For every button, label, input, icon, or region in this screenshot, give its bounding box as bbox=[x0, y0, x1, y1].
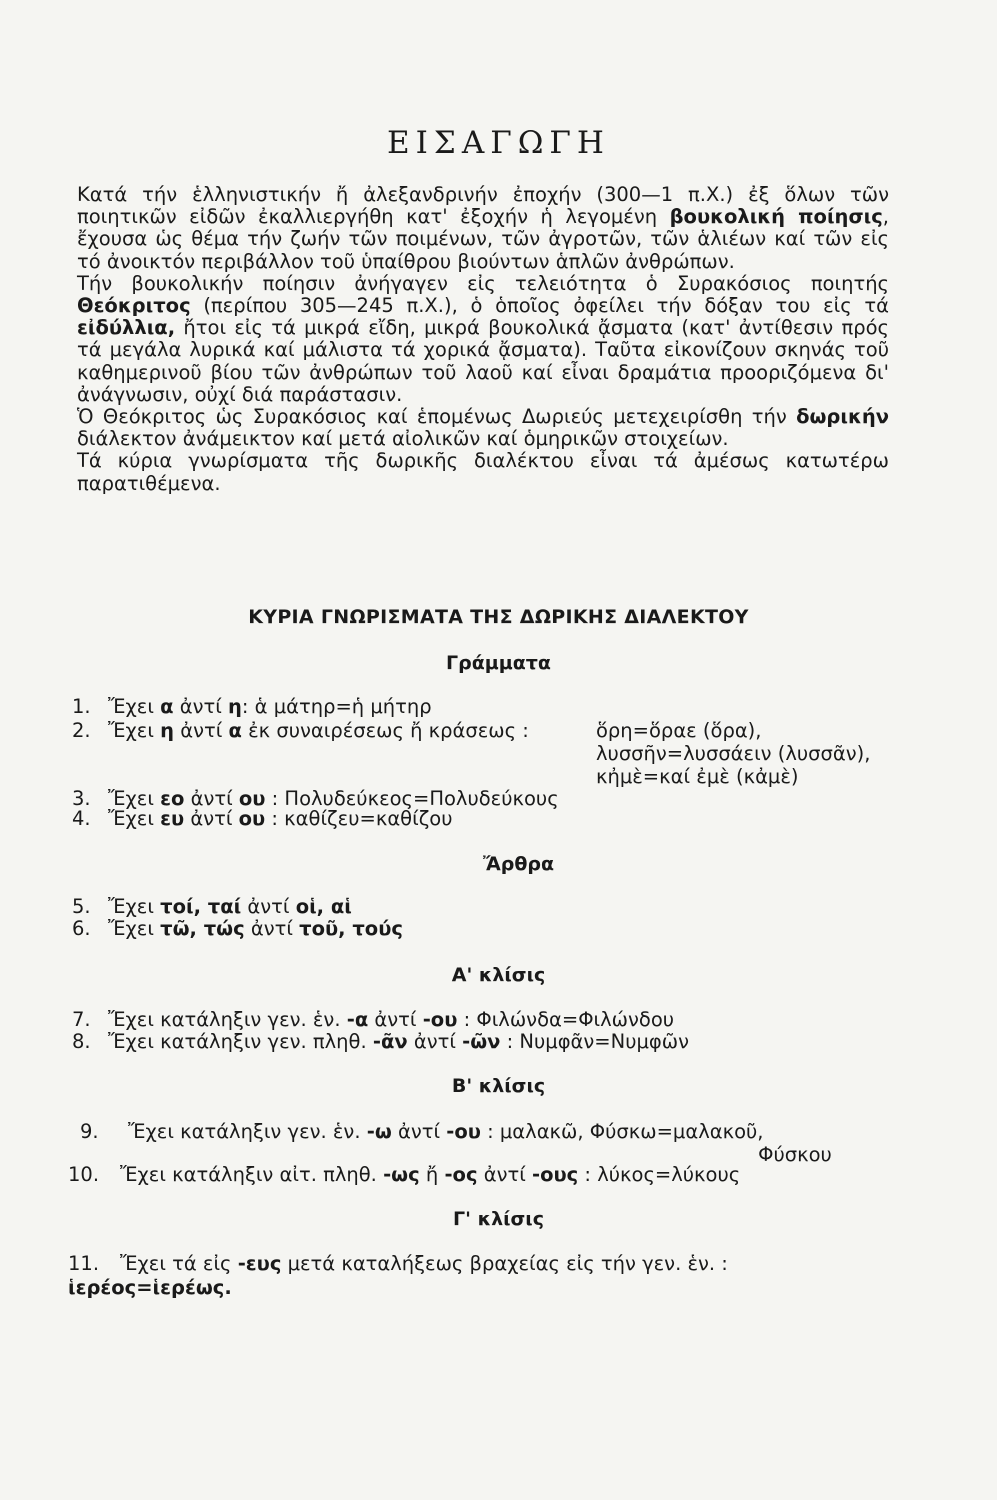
bold-term: δωρικήν bbox=[796, 405, 889, 429]
bold-term: βουκολική ποίησις bbox=[669, 205, 883, 229]
bold-term: -α bbox=[346, 1008, 369, 1031]
intro-paragraph-2 bbox=[77, 273, 889, 406]
intro-paragraph-4: Τά κύρια γνωρίσματα τῆς δωρικῆς διαλέκτου εἶναι τά ἀμέσως κατωτέρω παρατιθέμενα. bbox=[77, 449, 889, 495]
item-number: 11. bbox=[68, 1252, 100, 1275]
text: μετά καταλήξεως βραχείας εἰς τήν γεν. ἑν. : bbox=[281, 1252, 728, 1275]
page-title: ΕΙΣΑΓΩΓΗ bbox=[387, 125, 610, 161]
section-heading: ΚΥΡΙΑ ΓΝΩΡΙΣΜΑΤΑ ΤΗΣ ΔΩΡΙΚΗΣ ΔΙΑΛΕΚΤΟΥ bbox=[248, 606, 749, 628]
subhead-letters: Γράμματα bbox=[446, 652, 551, 674]
text: Ἔχει bbox=[108, 719, 161, 742]
text: ἐκ συναιρέσεως ἤ κράσεως : bbox=[241, 719, 529, 742]
text: ἀντί bbox=[368, 1008, 423, 1031]
text: Ἔχει κατάληξιν γεν. ἑν. bbox=[108, 1008, 347, 1031]
bold-term: τοῦ, τούς bbox=[299, 917, 403, 940]
intro-text bbox=[77, 184, 889, 495]
bold-term: -ου bbox=[422, 1008, 458, 1031]
text: , ἔχουσα ὡς θέμα τήν ζωήν τῶν ποιμένων, τῶν ἀγροτῶν, τῶν ἁλιέων καί τῶν εἰς τό ἀνοικτόν περιβάλλον τοῦ ὑπαίθρου βιούντων ἁπλῶν ἀνθρώπων. bbox=[77, 205, 889, 273]
subhead-third-declension: Γ' κλίσις bbox=[453, 1208, 544, 1230]
bold-term: -ου bbox=[446, 1120, 481, 1143]
bold-term: εο bbox=[160, 787, 185, 810]
item-number: 10. bbox=[68, 1163, 100, 1186]
list-item bbox=[72, 719, 890, 788]
text: Ὁ Θεόκριτος ὡς Συρακόσιος καί ἑπομένως Δωριεύς μετεχειρίσθη τήν bbox=[77, 405, 797, 429]
list-item bbox=[80, 1120, 898, 1166]
bold-term: α bbox=[228, 719, 242, 742]
list-item bbox=[72, 695, 890, 718]
bold-term: α bbox=[160, 695, 174, 718]
bold-term: η bbox=[228, 695, 242, 718]
text: ἤτοι εἰς τά μικρά εἴδη, μικρά βουκολικά ᾄσματα (κατ' ἀντίθεσιν πρός τά μεγάλα λυρικά καί μάλιστα τά χορικά ᾄσματα). Ταῦτα εἰκονίζουν σκηνάς τοῦ καθημερινοῦ βίου τῶν ἀνθρώπων τοῦ λαοῦ καί εἶναι δραμάτια προοριζόμενα δι' ἀνάγνωσιν, οὐχί διά παράστασιν. bbox=[77, 316, 889, 406]
bold-term: -ευς bbox=[237, 1252, 282, 1275]
text: ἀντί bbox=[391, 1120, 447, 1143]
intro-paragraph-3 bbox=[77, 406, 889, 450]
bold-term: Θεόκριτος bbox=[77, 294, 191, 318]
bold-term: ου bbox=[238, 787, 266, 810]
item-number: 3. bbox=[72, 787, 91, 810]
item-number: 9. bbox=[80, 1120, 99, 1143]
bold-term: -ᾶν bbox=[372, 1030, 408, 1053]
list-item bbox=[68, 1252, 880, 1300]
subhead-articles: Ἄρθρα bbox=[482, 853, 555, 875]
text: : ἁ μάτηρ=ἡ μήτηρ bbox=[241, 695, 432, 718]
item-number: 2. bbox=[72, 719, 91, 742]
list-item bbox=[72, 1008, 890, 1031]
intro-paragraph-1 bbox=[77, 184, 889, 273]
text: ἀντί bbox=[184, 807, 239, 830]
item-note: ὅρη=ὅραε (ὅρα), λυσσῆν=λυσσάειν (λυσσᾶν), κἠμὲ=καί ἐμὲ (κἀμὲ) bbox=[596, 719, 871, 788]
item-number: 8. bbox=[72, 1030, 91, 1053]
bold-term: τοί, ταί bbox=[160, 895, 242, 918]
text: : λύκος=λύκους bbox=[578, 1163, 741, 1186]
bold-term: -ῶν bbox=[462, 1030, 501, 1053]
text: Ἔχει bbox=[108, 917, 161, 940]
subhead-first-declension: Α' κλίσις bbox=[451, 964, 546, 986]
bold-term: -ω bbox=[366, 1120, 392, 1143]
text: : μαλακῶ, Φύσκω=μαλακοῦ, bbox=[480, 1120, 764, 1143]
text: ἀντί bbox=[241, 895, 296, 918]
bold-term: τῶ, τώς bbox=[160, 917, 245, 940]
list-item bbox=[72, 1030, 890, 1053]
text: ἤ bbox=[419, 1163, 445, 1186]
text: (περίπου 305—245 π.Χ.), ὁ ὁποῖος ὀφείλει τήν δόξαν του εἰς τά bbox=[190, 294, 889, 318]
text: Ἔχει κατάληξιν γεν. ἑν. bbox=[128, 1120, 367, 1143]
text: : καθίζευ=καθίζου bbox=[265, 807, 453, 830]
text: Ἔχει τά εἰς bbox=[120, 1252, 238, 1275]
item-number: 1. bbox=[72, 695, 91, 718]
text: Ἔχει κατάληξιν αἰτ. πληθ. bbox=[120, 1163, 384, 1186]
text: Κατά τήν ἑλληνιστικήν ἤ ἀλεξανδρινήν ἐποχήν (300—1 π.Χ.) ἐξ ὅλων τῶν ποιητικῶν εἰδῶν ἐκαλλιεργήθη κατ' ἐξοχήν ἡ λεγομένη bbox=[77, 183, 889, 229]
bold-term: εἰδύλλια, bbox=[77, 316, 176, 340]
text: Τήν βουκολικήν ποίησιν ἀνήγαγεν εἰς τελειότητα ὁ Συρακόσιος ποιητής bbox=[77, 271, 889, 295]
list-item bbox=[72, 917, 890, 940]
text: ἀντί bbox=[184, 787, 239, 810]
item-number: 6. bbox=[72, 917, 91, 940]
bold-term: ου bbox=[238, 807, 266, 830]
list-item bbox=[68, 1163, 886, 1186]
subhead-second-declension: Β' κλίσις bbox=[451, 1075, 546, 1097]
item-number: 5. bbox=[72, 895, 91, 918]
text: Ἔχει κατάληξιν γεν. πληθ. bbox=[108, 1030, 373, 1053]
text: Ἔχει bbox=[108, 787, 161, 810]
bold-term: ἱερέος=ἱερέως. bbox=[68, 1276, 232, 1299]
text: Ἔχει bbox=[108, 807, 161, 830]
text: Ἔχει bbox=[108, 695, 161, 718]
text: : Νυμφᾶν=Νυμφῶν bbox=[500, 1030, 690, 1053]
text: ἀντί bbox=[244, 917, 300, 940]
text: : Φιλώνδα=Φιλώνδου bbox=[457, 1008, 675, 1031]
item-number: 4. bbox=[72, 807, 91, 830]
item-number: 7. bbox=[72, 1008, 91, 1031]
bold-term: -ως bbox=[383, 1163, 420, 1186]
bold-term: οἱ, αἱ bbox=[295, 895, 352, 918]
list-item bbox=[72, 807, 890, 830]
bold-term: -ος bbox=[444, 1163, 478, 1186]
list-item bbox=[72, 895, 890, 918]
text: : Πολυδεύκεος=Πολυδεύκους bbox=[265, 787, 559, 810]
bold-term: -ους bbox=[532, 1163, 579, 1186]
text: Ἔχει bbox=[108, 895, 161, 918]
bold-term: η bbox=[160, 719, 175, 742]
text: διάλεκτον ἀνάμεικτον καί μετά αἰολικῶν καί ὁμηρικῶν στοιχείων. bbox=[77, 427, 729, 451]
text: ἀντί bbox=[407, 1030, 463, 1053]
text: ἀντί bbox=[174, 719, 229, 742]
text: ἀντί bbox=[173, 695, 229, 718]
item-note: Φύσκου bbox=[758, 1143, 832, 1166]
bold-term: ευ bbox=[160, 807, 185, 830]
text: ἀντί bbox=[477, 1163, 533, 1186]
